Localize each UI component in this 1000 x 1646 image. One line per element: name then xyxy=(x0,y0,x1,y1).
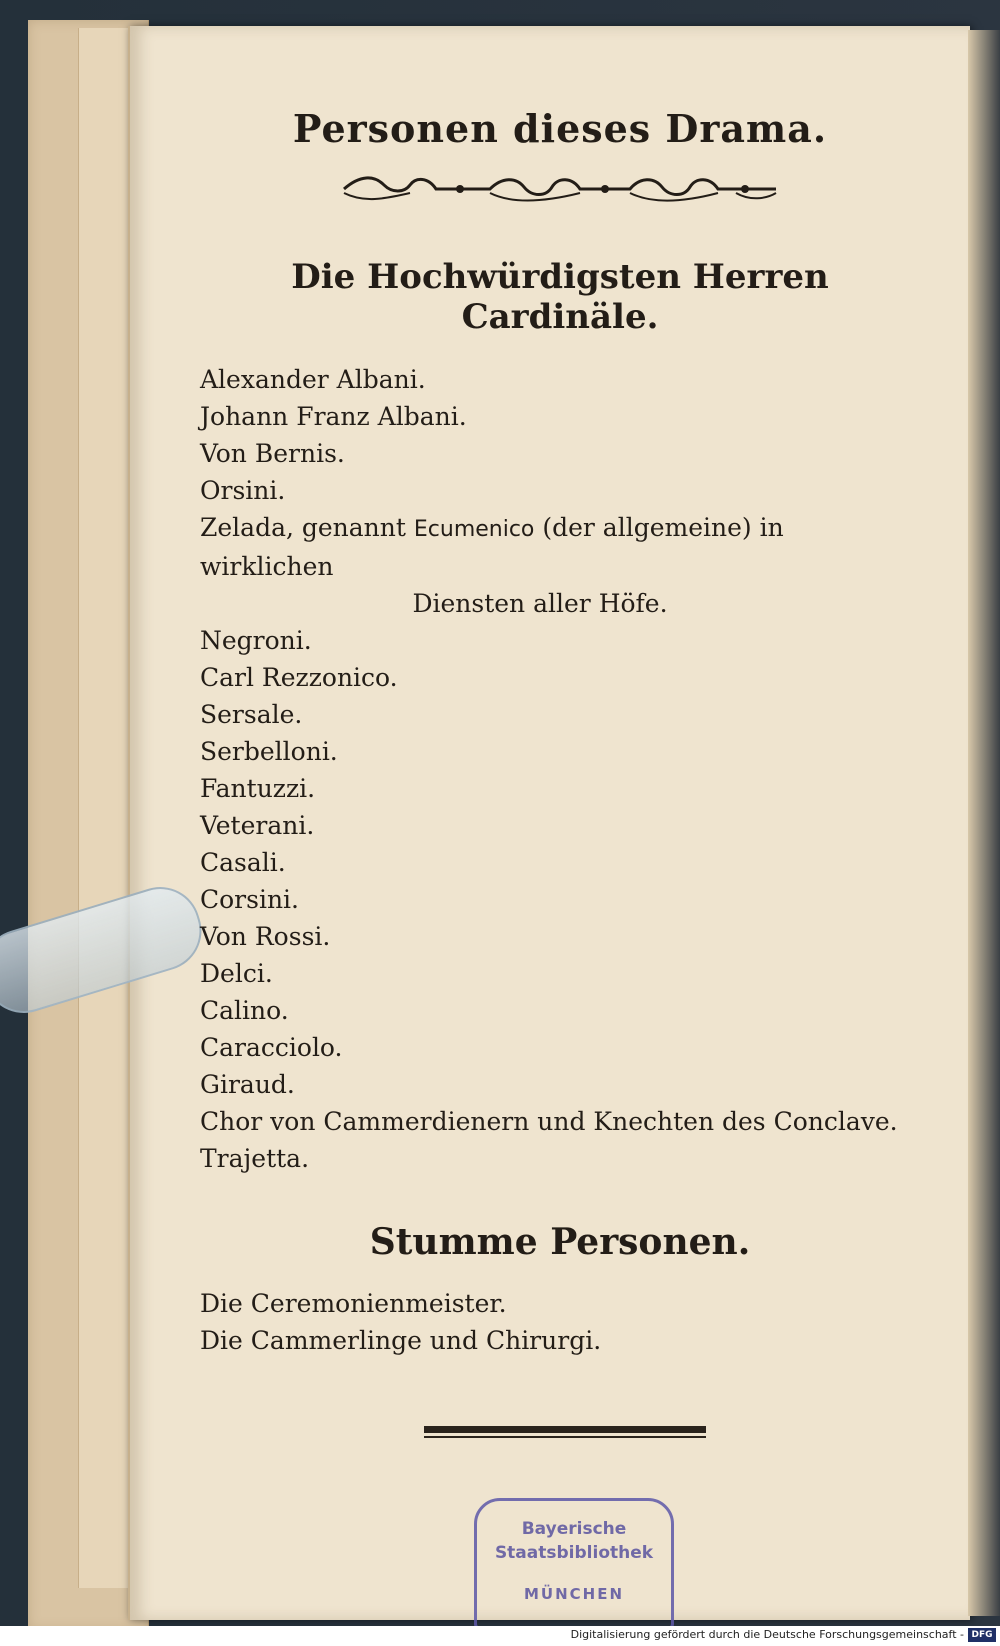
list-item: Giraud. xyxy=(200,1070,295,1099)
list-item: Trajetta. xyxy=(200,1144,310,1173)
list-item: Chor von Cammerdienern und Knechten des Conclave. xyxy=(200,1107,898,1136)
list-item: Die Ceremonienmeister. xyxy=(200,1289,507,1318)
zelada-line-start: Zelada, genannt xyxy=(200,513,406,542)
ornament-divider xyxy=(340,169,780,209)
list-item: Carl Rezzonico. xyxy=(200,663,398,692)
zelada-latin-word: Ecumenico xyxy=(413,517,535,542)
cardinals-list xyxy=(200,361,920,1177)
list-item: Von Bernis. xyxy=(200,439,345,468)
cardinals-heading: Die Hochwürdigsten Herren Cardinäle. xyxy=(291,257,829,337)
page-title: Personen dieses Drama. xyxy=(292,106,828,151)
list-item: Calino. xyxy=(200,996,289,1025)
list-item: Caracciolo. xyxy=(200,1033,343,1062)
page-content xyxy=(200,100,920,1359)
mute-persons-list xyxy=(200,1285,920,1359)
digitization-footer xyxy=(0,1626,1000,1646)
list-item: Negroni. xyxy=(200,626,312,655)
rule-thin-line xyxy=(424,1436,706,1438)
library-stamp xyxy=(474,1498,674,1630)
zelada-line-end: (der allgemeine) in wirklichen xyxy=(200,513,784,581)
list-item: Johann Franz Albani. xyxy=(200,402,467,431)
stamp-line-2: Staatsbibliothek xyxy=(494,1543,654,1563)
rule-thick-line xyxy=(424,1426,706,1433)
list-item: Sersale. xyxy=(200,700,303,729)
dfg-logo-icon: DFG xyxy=(968,1628,996,1642)
mute-persons-heading: Stumme Personen. xyxy=(369,1221,751,1263)
list-item: Casali. xyxy=(200,848,286,877)
list-item: Fantuzzi. xyxy=(200,774,316,803)
stamp-line-3: MÜNCHEN xyxy=(523,1585,625,1603)
zelada-continuation: Diensten aller Höfe. xyxy=(412,589,668,618)
list-item: Delci. xyxy=(200,959,273,988)
list-item: Alexander Albani. xyxy=(200,365,426,394)
list-item: Corsini. xyxy=(200,885,299,914)
list-item: Orsini. xyxy=(200,476,286,505)
footer-credit-text: Digitalisierung gefördert durch die Deutsche Forschungsgemeinschaft - xyxy=(570,1628,964,1641)
list-item-zelada xyxy=(200,509,920,622)
stamp-line-1: Bayerische xyxy=(521,1519,627,1539)
list-item: Serbelloni. xyxy=(200,737,338,766)
list-item: Die Cammerlinge und Chirurgi. xyxy=(200,1326,602,1355)
list-item: Von Rossi. xyxy=(200,922,331,951)
double-rule-divider xyxy=(424,1426,706,1440)
page-right-edge xyxy=(968,30,1000,1616)
list-item: Veterani. xyxy=(200,811,315,840)
